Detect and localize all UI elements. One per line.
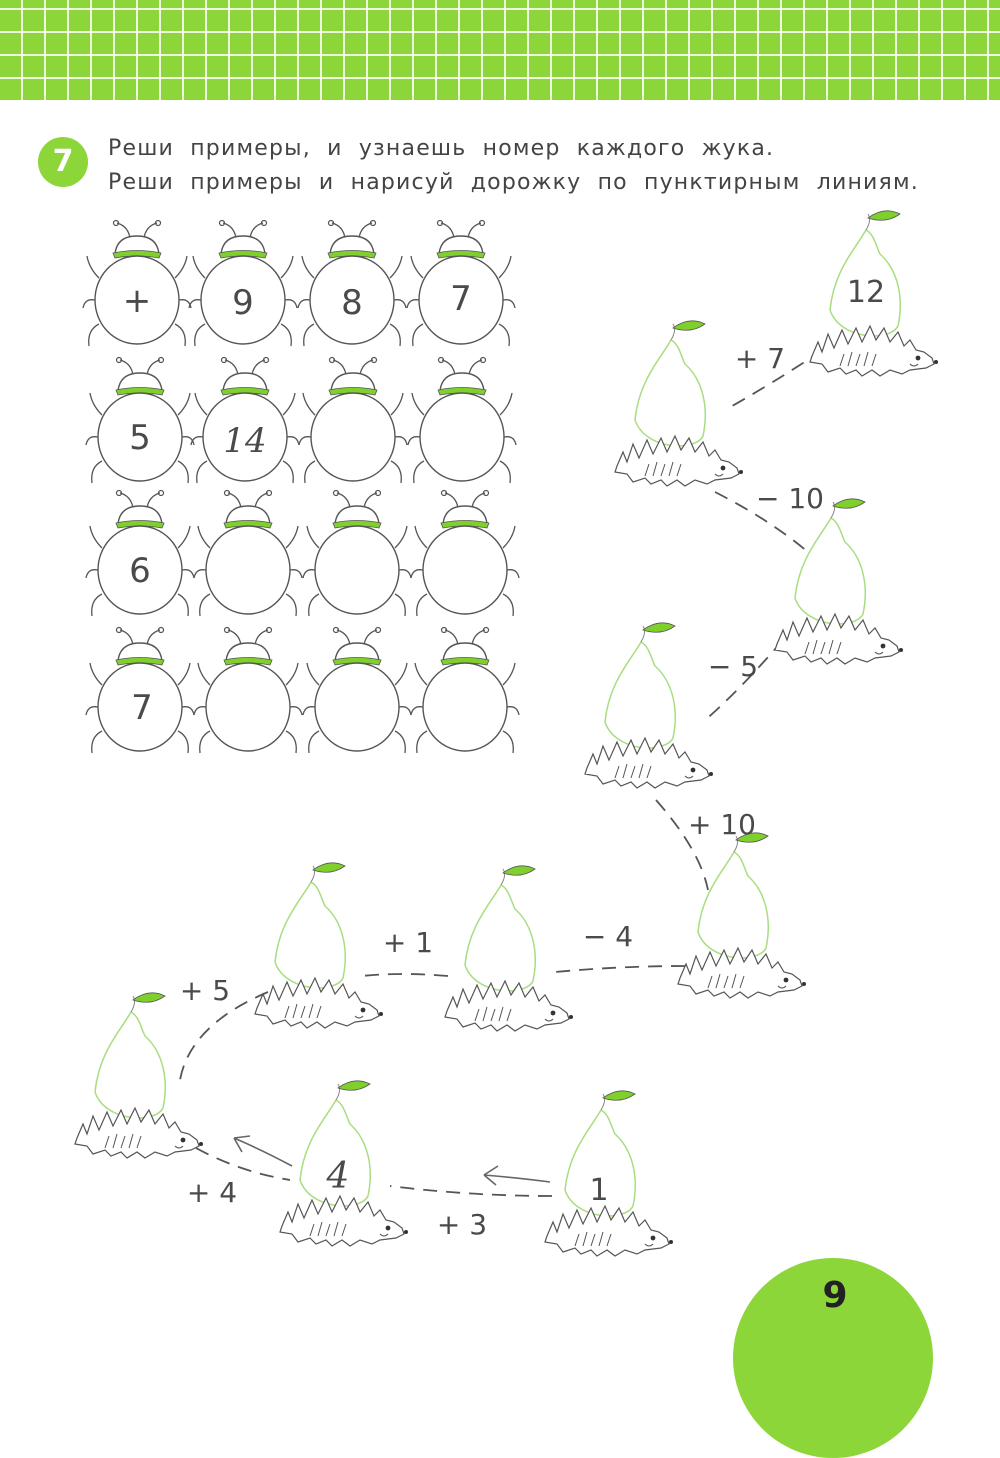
beetle — [411, 491, 519, 617]
beetle — [411, 628, 519, 754]
beetle-value-handwritten: 14 — [223, 421, 267, 461]
hedgehog-value: 12 — [846, 275, 886, 310]
beetle — [303, 491, 411, 617]
operation-label: + 4 — [186, 1176, 238, 1209]
operation-label: − 5 — [707, 650, 759, 683]
beetle-value: 7 — [131, 688, 153, 728]
operation-label: − 10 — [756, 482, 824, 515]
hedgehog-with-pear — [585, 623, 713, 788]
operation-label: − 4 — [582, 920, 634, 953]
operation-label: + 1 — [382, 926, 434, 959]
hedgehog-with-pear — [775, 499, 903, 664]
operation-label: + 5 — [179, 974, 231, 1007]
beetle-value: 9 — [232, 283, 254, 323]
beetle — [303, 628, 411, 754]
beetle — [408, 358, 516, 484]
beetle — [299, 358, 407, 484]
hint-arrows — [234, 1136, 550, 1185]
beetle-value: 6 — [129, 551, 151, 591]
operation-label: + 10 — [688, 808, 756, 841]
beetle-value: + — [122, 281, 152, 321]
operation-label: + 3 — [436, 1208, 488, 1241]
beetle-value: 7 — [450, 279, 472, 319]
instruction-line-1: Реши примеры, и узнаешь номер каждого жука. — [108, 136, 775, 161]
page-number: 9 — [822, 1275, 848, 1316]
beetle-value: 8 — [341, 283, 363, 323]
hedgehog-with-pear — [615, 321, 743, 486]
hedgehog-with-pear — [545, 1091, 673, 1256]
operation-label: + 7 — [734, 342, 786, 375]
hedgehog-value: 1 — [589, 1173, 609, 1208]
beetle-value: 5 — [129, 418, 151, 458]
beetle — [194, 491, 302, 617]
hedgehog-with-pear — [75, 993, 203, 1158]
hedgehog-with-pear — [255, 863, 383, 1028]
beetle — [194, 628, 302, 754]
hedgehog-with-pear — [445, 866, 573, 1031]
task-number-badge: 7 — [38, 137, 88, 187]
beetle-grid — [83, 221, 519, 754]
hedgehog-value-handwritten: 4 — [326, 1156, 350, 1197]
instruction-line-2: Реши примеры и нарисуй дорожку по пунктирным линиям. — [108, 170, 919, 195]
